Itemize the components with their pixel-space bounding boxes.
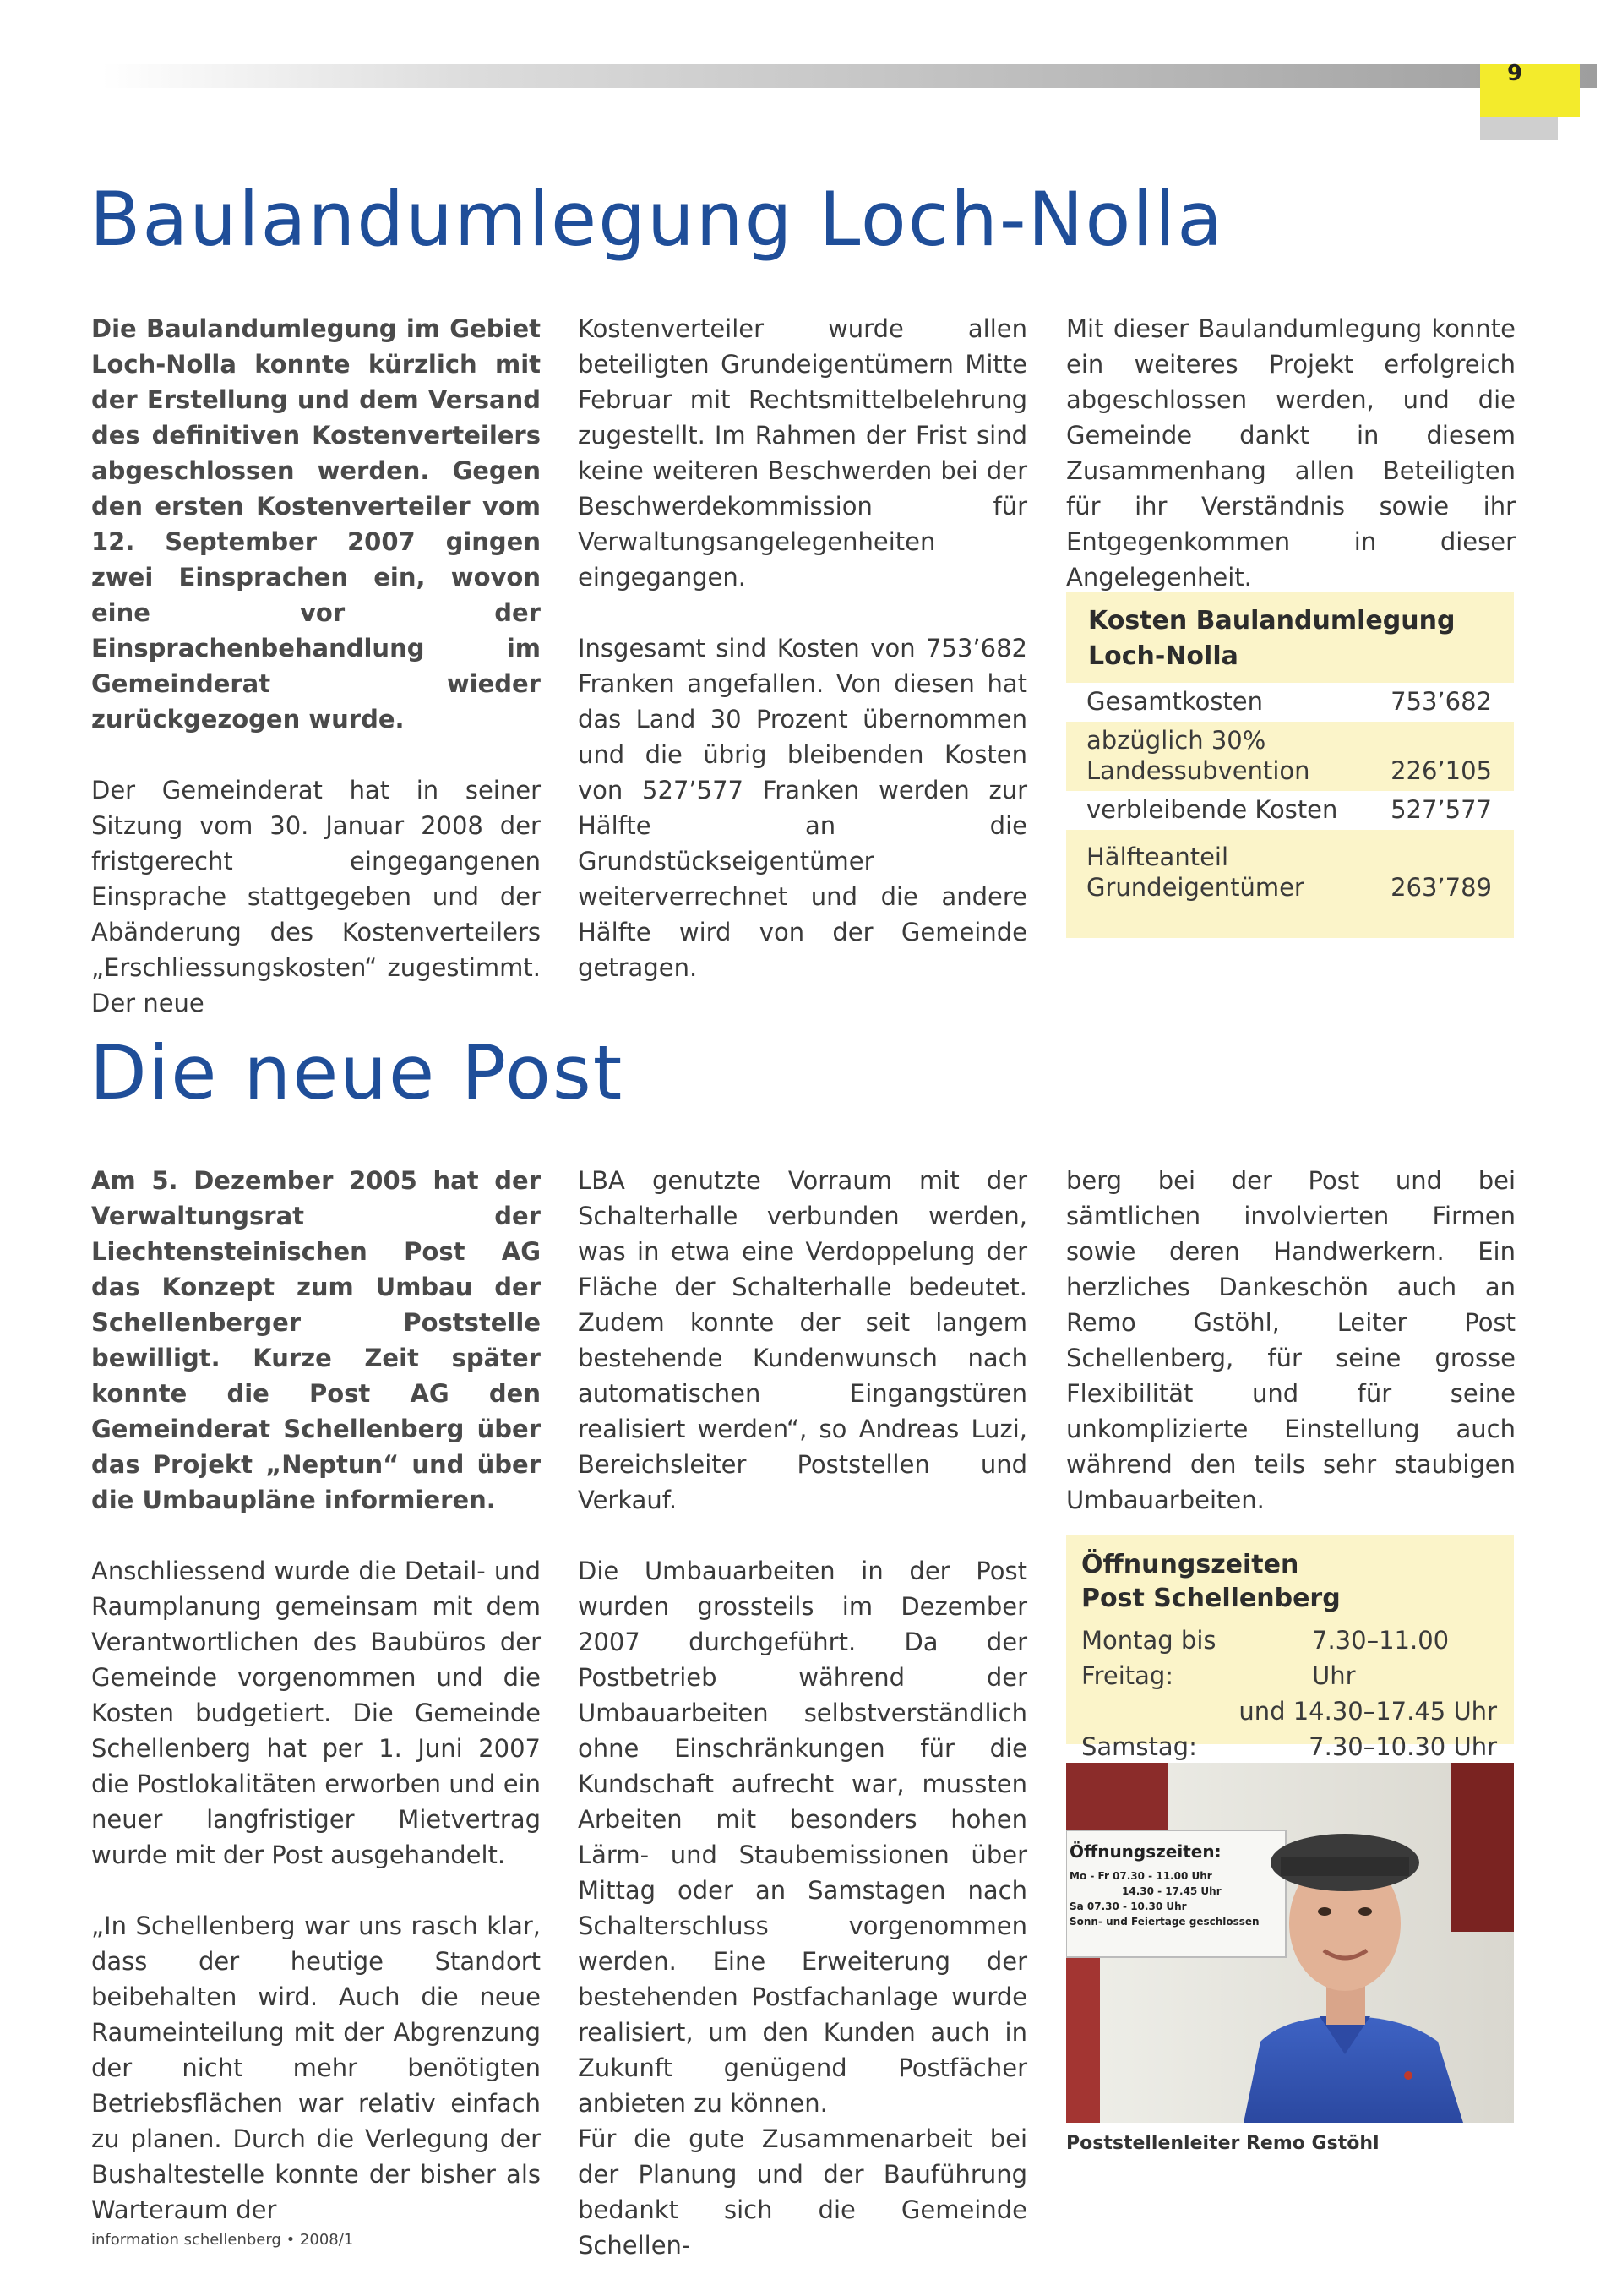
section2-paragraph: Für die gute Zusammenarbeit bei der Planung und der Bauführung bedankt sich die Gemeinde Schellen-: [578, 2124, 1027, 2260]
saturday-hours: 7.30–10.30 Uhr: [1309, 1732, 1497, 1761]
cost-box-title: Kosten Baulandumlegung Loch-Nolla: [1088, 606, 1456, 671]
section2-paragraph: Die Umbauarbeiten in der Post wurden grossteils im Dezember 2007 durchgeführt. Da der Postbetrieb während der Umbauarbeiten selbstverständlich ohne Einschränkungen für die Kundschaft aufrecht war, mussten Arbeiten mit besonders hohen Lärm- und Staubemissionen über Mittag oder an Samstagen nach Schalterschluss vorgenommen werden. Eine Erweiterung der bestehenden Postfachanlage wurde realisiert, um den Kunden auch in Zukunft genügend Postfächer anbieten zu können.: [578, 1557, 1027, 2118]
section-title-baulandumlegung: Baulandumlegung Loch-Nolla: [90, 176, 1225, 263]
section1-column-2: [578, 311, 1027, 985]
section1-paragraph: Mit dieser Baulandumlegung konnte ein weiteres Projekt erfolgreich abgeschlossen werden, und die Gemeinde dankt in diesem Zusammenhang allen Beteiligten für ihr Verständnis sowie ihr Entgegenkommen in dieser Angelegenheit.: [1066, 314, 1516, 592]
section1-paragraph: Insgesamt sind Kosten von 753’682 Franken angefallen. Von diesen hat das Land 30 Prozent übernommen und die übrig bleibenden Kosten von 527’577 Franken werden zur Hälfte an die Grundstückseigentümer weiterverrechnet und die andere Hälfte wird von der Gemeinde getragen.: [578, 634, 1027, 982]
cost-row: [1066, 722, 1514, 791]
section1-column-3: [1066, 311, 1516, 595]
sign-line: Sonn- und Feiertage geschlossen: [1070, 1916, 1260, 1928]
weekday-label: Montag bis Freitag:: [1081, 1626, 1216, 1690]
section2-paragraph: berg bei der Post und bei sämtlichen involvierten Firmen sowie deren Handwerkern. Ein herzliches Dankeschön auch an Remo Gstöhl, Leiter Post Schellenberg, für seine grosse Flexibilität und für seine unkomplizierte Einstellung auch während den teils sehr staubigen Umbauarbeiten.: [1066, 1166, 1516, 1514]
cost-row-value: 226’105: [1391, 756, 1492, 785]
sign-line: Sa 07.30 - 10.30 Uhr: [1070, 1901, 1187, 1912]
section2-column-2: [578, 1163, 1027, 2263]
cost-row-label: Hälfteanteil Grundeigentümer: [1086, 843, 1304, 902]
sign-line: 14.30 - 17.45 Uhr: [1122, 1885, 1222, 1897]
section2-column-1: [91, 1163, 541, 2228]
page-number: 9: [1507, 61, 1523, 86]
section1-paragraph: Der Gemeinderat hat in seiner Sitzung vom 30. Januar 2008 der fristgerecht eingegangenen Einsprache stattgegeben und der Abänderung des Kostenverteilers „Erschliessungskosten“ zugestimmt. Der neue: [91, 776, 541, 1017]
portrait-photo: [1066, 1763, 1514, 2123]
sign-title: Öffnungszeiten:: [1070, 1841, 1222, 1862]
cost-row-label: verbleibende Kosten: [1086, 795, 1338, 824]
section2-paragraph: „In Schellenberg war uns rasch klar, dass der heutige Standort beibehalten wird. Auch die neue Raumeinteilung mit der Abgrenzung der nicht mehr benötigten Betriebsflächen war relativ einfach zu planen. Durch die Verlegung der Bushaltestelle konnte der bisher als Warteraum der: [91, 1912, 541, 2224]
cost-row-value: 527’577: [1391, 795, 1492, 824]
cost-summary-box: [1066, 592, 1514, 938]
section2-paragraph: Anschliessend wurde die Detail- und Raumplanung gemeinsam mit dem Verantwortlichen des Baubüros der Gemeinde vorgenommen und die Kosten budgetiert. Die Gemeinde Schellenberg hat per 1. Juni 2007 die Postlokalitäten erworben und ein neuer langfristiger Mietvertrag wurde mit der Post ausgehandelt.: [91, 1557, 541, 1869]
section1-lead: Die Baulandumlegung im Gebiet Loch-Nolla konnte kürzlich mit der Erstellung und dem Versand des definitiven Kostenverteilers abgeschlossen werden. Gegen den ersten Kostenverteiler vom 12. September 2007 gingen zwei Einsprachen ein, wovon eine vor der Einsprachenbehandlung im Gemeinderat wieder zurückgezogen wurde.: [91, 314, 541, 734]
opening-hours-title: Öffnungszeiten: [1081, 1550, 1299, 1579]
cost-row: [1066, 791, 1514, 830]
cost-row-value: 753’682: [1391, 687, 1492, 716]
section1-column-1: [91, 311, 541, 1021]
section1-paragraph: Kostenverteiler wurde allen beteiligten Grundeigentümern Mitte Februar mit Rechtsmittelbelehrung zugestellt. Im Rahmen der Frist sind keine weiteren Beschwerden bei der Beschwerdekommission für Verwaltungsangelegenheiten eingegangen.: [578, 314, 1027, 592]
opening-hours-subtitle: Post Schellenberg: [1081, 1584, 1341, 1613]
cost-row: [1066, 683, 1514, 722]
header-gradient-bar: [101, 64, 1597, 88]
section2-paragraph: LBA genutzte Vorraum mit der Schalterhalle verbunden werden, was in etwa eine Verdoppelung der Fläche der Schalterhalle bedeutet. Zudem konnte der seit langem bestehende Kundenwunsch nach automatischen Eingangstüren realisiert werden“, so Andreas Luzi, Bereichsleiter Poststellen und Verkauf.: [578, 1166, 1027, 1514]
cost-row-value: 263’789: [1391, 873, 1492, 902]
weekday-morning-hours: 7.30–11.00 Uhr: [1312, 1626, 1450, 1690]
cost-row: [1066, 830, 1514, 908]
weekday-afternoon-hours: und 14.30–17.45 Uhr: [1238, 1697, 1497, 1726]
sign-line: Mo - Fr 07.30 - 11.00 Uhr: [1070, 1870, 1212, 1882]
section2-column-3: [1066, 1163, 1516, 1518]
opening-hours-box: [1066, 1535, 1514, 1761]
cost-row-label: Gesamtkosten: [1086, 687, 1264, 716]
saturday-label: Samstag:: [1081, 1732, 1197, 1761]
page-number-box: [1480, 64, 1580, 117]
photo-caption: Poststellenleiter Remo Gstöhl: [1066, 2133, 1380, 2154]
section2-lead: Am 5. Dezember 2005 hat der Verwaltungsrat der Liechtensteinischen Post AG das Konzept zum Umbau der Schellenberger Poststelle bewilligt. Kurze Zeit später konnte die Post AG den Gemeinderat Schellenberg über das Projekt „Neptun“ und über die Umbaupläne informieren.: [91, 1166, 541, 1514]
cost-row-label: abzüglich 30% Landessubvention: [1086, 726, 1310, 785]
section-title-die-neue-post: Die neue Post: [90, 1029, 624, 1116]
footer-publication: information schellenberg • 2008/1: [91, 2231, 354, 2249]
